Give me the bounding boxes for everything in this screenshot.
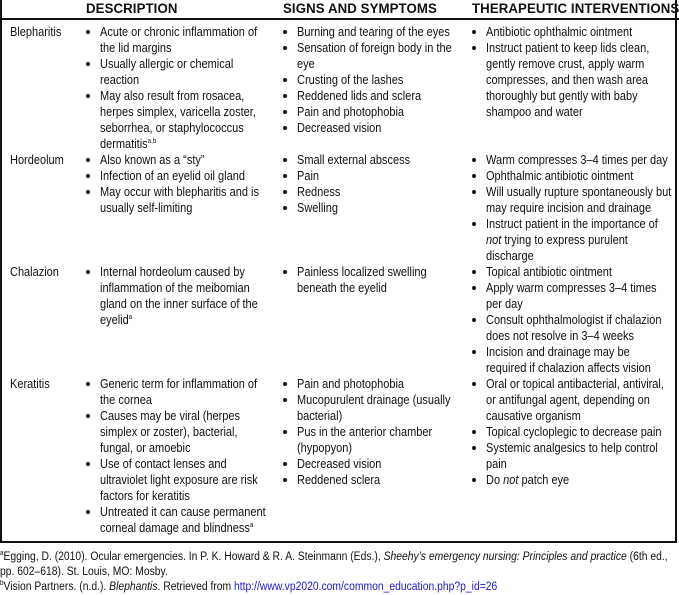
list-item-text: [486, 24, 673, 40]
footnote-mark: a: [0, 550, 4, 557]
text-segment: Oral or topical antibacterial, antiviral, or antifungal agent, depending on causative organism: [486, 377, 664, 423]
header-description: DESCRIPTION: [86, 1, 178, 16]
list-item: [86, 376, 272, 408]
list-item: [86, 88, 272, 152]
description-cell: [86, 152, 272, 216]
list-item: [283, 168, 463, 184]
list-item-text: [486, 424, 673, 440]
list-item-text: [297, 184, 464, 200]
text-segment: Topical cycloplegic to decrease pain: [486, 425, 662, 439]
list-item-text: [486, 40, 673, 120]
condition-name: Blepharitis: [10, 25, 62, 39]
text-segment: Sensation of foreign body in the eye: [297, 41, 452, 71]
text-segment: Infection of an eyelid oil gland: [100, 169, 245, 183]
footnote-b: [0, 580, 678, 595]
header-therapeutic-interventions: THERAPEUTIC INTERVENTIONS: [472, 1, 679, 16]
list-item: [283, 264, 463, 296]
list-item-text: [297, 104, 464, 120]
signs-cell: [283, 376, 463, 488]
description-cell: [86, 376, 272, 536]
list-item: [86, 408, 272, 456]
list-item-text: [486, 152, 673, 168]
text-segment: Causes may be viral (herpes simplex or zoster), bacterial, fungal, or amoebic: [100, 409, 241, 455]
emphasis: not: [503, 473, 519, 487]
footnote-a: [0, 550, 678, 580]
list-item-text: [486, 344, 673, 376]
footnote-book-title: Sheehy’s emergency nursing: Principles and practice: [383, 551, 627, 563]
text-segment: Decreased vision: [297, 121, 382, 135]
list-item: [472, 264, 672, 280]
footnote-link[interactable]: http://www.vp2020.com/common_education.php?p_id=26: [234, 581, 498, 593]
list-item: [86, 152, 272, 168]
footnote-text: Egging, D. (2010). Ocular emergencies. In P. K. Howard & R. A. Steinmann (Eds.),: [3, 551, 384, 563]
footnote-text: . Retrieved from: [157, 581, 235, 593]
text-segment: trying to express purulent discharge: [486, 233, 628, 263]
list-item: [283, 104, 463, 120]
list-item: [283, 24, 463, 40]
list-item-text: [297, 88, 464, 104]
text-segment: Pain and photophobia: [297, 377, 405, 391]
list-item: [283, 40, 463, 72]
list-item: [86, 184, 272, 216]
text-segment: Reddened sclera: [297, 473, 381, 487]
text-segment: Consult ophthalmologist if chalazion does not resolve in 3–4 weeks: [486, 313, 662, 343]
text-segment: Ophthalmic antibiotic ointment: [486, 169, 634, 183]
therapeutic-cell: [472, 264, 672, 376]
list-item-text: [297, 24, 464, 40]
list-item: [472, 280, 672, 312]
text-segment: Pus in the anterior chamber (hypopyon): [297, 425, 433, 455]
footnote-mark: b: [0, 580, 4, 587]
list-item-text: [486, 216, 673, 264]
description-cell: [86, 24, 272, 152]
list-item-text: [486, 472, 673, 488]
text-segment: Usually allergic or chemical reaction: [100, 57, 234, 87]
list-item-text: [486, 264, 673, 280]
text-segment: Warm compresses 3–4 times per day: [486, 153, 668, 167]
list-item-text: [486, 440, 673, 472]
list-item-text: [297, 120, 464, 136]
list-item: [86, 504, 272, 536]
footnote-reference: a: [249, 522, 254, 529]
emphasis: not: [486, 233, 502, 247]
list-item: [283, 152, 463, 168]
list-item: [86, 56, 272, 88]
list-item: [472, 168, 672, 184]
list-item-text: [486, 184, 673, 216]
list-item: [472, 440, 672, 472]
list-item: [472, 344, 672, 376]
text-segment: Acute or chronic inflammation of the lid margins: [100, 25, 258, 55]
footnote-text: Vision Partners. (n.d.).: [3, 581, 110, 593]
description-cell: [86, 264, 272, 328]
list-item: [283, 200, 463, 216]
list-item: [472, 216, 672, 264]
condition-name: Hordeolum: [10, 153, 64, 167]
text-segment: Internal hordeolum caused by inflammation of the meibomian gland on the inner surface of the eyelid: [100, 265, 258, 327]
text-segment: Generic term for inflammation of the cornea: [100, 377, 258, 407]
list-item: [283, 120, 463, 136]
list-item-text: [297, 456, 464, 472]
therapeutic-cell: [472, 376, 672, 488]
footnote-reference: a,b: [147, 138, 157, 145]
list-item-text: [297, 472, 464, 488]
list-item-text: [100, 184, 273, 216]
list-item: [86, 168, 272, 184]
list-item-text: [100, 152, 273, 168]
list-item-text: [486, 376, 673, 424]
footnote-title: Blephantis: [109, 581, 158, 593]
list-item: [86, 24, 272, 56]
list-item: [283, 184, 463, 200]
text-segment: Burning and tearing of the eyes: [297, 25, 450, 39]
header-divider: [0, 18, 679, 20]
text-segment: Pain: [297, 169, 320, 183]
text-segment: Painless localized swelling beneath the eyelid: [297, 265, 427, 295]
text-segment: Crusting of the lashes: [297, 73, 404, 87]
text-segment: Untreated it can cause permanent corneal damage and blindness: [100, 505, 266, 535]
text-segment: Swelling: [297, 201, 338, 215]
text-segment: Instruct patient to keep lids clean, gently remove crust, apply warm compresses, and then wash area thoroughly but gently with baby shampoo and water: [486, 41, 650, 119]
text-segment: Redness: [297, 185, 341, 199]
list-item-text: [486, 168, 673, 184]
signs-cell: [283, 264, 463, 296]
list-item-text: [100, 376, 273, 408]
text-segment: Systemic analgesics to help control pain: [486, 441, 658, 471]
list-item-text: [297, 40, 464, 72]
text-segment: Topical antibiotic ointment: [486, 265, 612, 279]
condition-name: Keratitis: [10, 377, 50, 391]
signs-cell: [283, 24, 463, 136]
list-item-text: [100, 56, 273, 88]
therapeutic-cell: [472, 24, 672, 120]
list-item-text: [486, 280, 673, 312]
list-item-text: [297, 168, 464, 184]
list-item: [283, 88, 463, 104]
text-segment: Also known as a “sty”: [100, 153, 205, 167]
text-segment: Use of contact lenses and ultraviolet light exposure are risk factors for keratitis: [100, 457, 258, 503]
text-segment: Apply warm compresses 3–4 times per day: [486, 281, 657, 311]
text-segment: May also result from rosacea, herpes simplex, varicella zoster, seborrhea, or staphylococcus dermatitis: [100, 89, 256, 151]
list-item-text: [100, 168, 273, 184]
text-segment: patch eye: [518, 473, 570, 487]
text-segment: Small external abscess: [297, 153, 411, 167]
text-segment: Antibiotic ophthalmic ointment: [486, 25, 633, 39]
list-item: [472, 24, 672, 40]
list-item: [283, 392, 463, 424]
list-item: [472, 184, 672, 216]
text-segment: Instruct patient in the importance of: [486, 217, 658, 231]
list-item-text: [100, 456, 273, 504]
list-item-text: [297, 392, 464, 424]
list-item: [86, 456, 272, 504]
list-item-text: [297, 264, 464, 296]
header-signs-and-symptoms: SIGNS AND SYMPTOMS: [283, 1, 437, 16]
list-item: [472, 472, 672, 488]
list-item: [86, 264, 272, 328]
list-item: [472, 376, 672, 424]
list-item: [472, 152, 672, 168]
text-segment: Decreased vision: [297, 457, 382, 471]
list-item-text: [297, 152, 464, 168]
footnotes: [0, 550, 679, 595]
text-segment: Will usually rupture spontaneously but may require incision and drainage: [486, 185, 672, 215]
list-item-text: [297, 72, 464, 88]
list-item: [472, 424, 672, 440]
list-item: [283, 472, 463, 488]
text-segment: Pain and photophobia: [297, 105, 405, 119]
text-segment: Incision and drainage may be required if chalazion affects vision: [486, 345, 651, 375]
text-segment: Do: [486, 473, 504, 487]
list-item-text: [297, 200, 464, 216]
text-segment: Mucopurulent drainage (usually bacterial): [297, 393, 451, 423]
list-item: [283, 424, 463, 456]
list-item-text: [100, 24, 273, 56]
list-item-text: [100, 408, 273, 456]
list-item-text: [297, 424, 464, 456]
footnote-text: (6th ed., pp. 602–618). St. Louis, MO: Mosby.: [0, 551, 668, 578]
therapeutic-cell: [472, 152, 672, 264]
list-item: [472, 312, 672, 344]
text-segment: May occur with blepharitis and is usually self-limiting: [100, 185, 259, 215]
list-item-text: [100, 264, 273, 328]
list-item: [283, 72, 463, 88]
list-item: [283, 456, 463, 472]
list-item-text: [100, 88, 273, 152]
text-segment: Reddened lids and sclera: [297, 89, 422, 103]
list-item-text: [100, 504, 273, 536]
list-item-text: [486, 312, 673, 344]
list-item: [472, 40, 672, 120]
list-item-text: [297, 376, 464, 392]
footnote-reference: a: [128, 314, 133, 321]
condition-name: Chalazion: [10, 265, 59, 279]
signs-cell: [283, 152, 463, 216]
list-item: [283, 376, 463, 392]
